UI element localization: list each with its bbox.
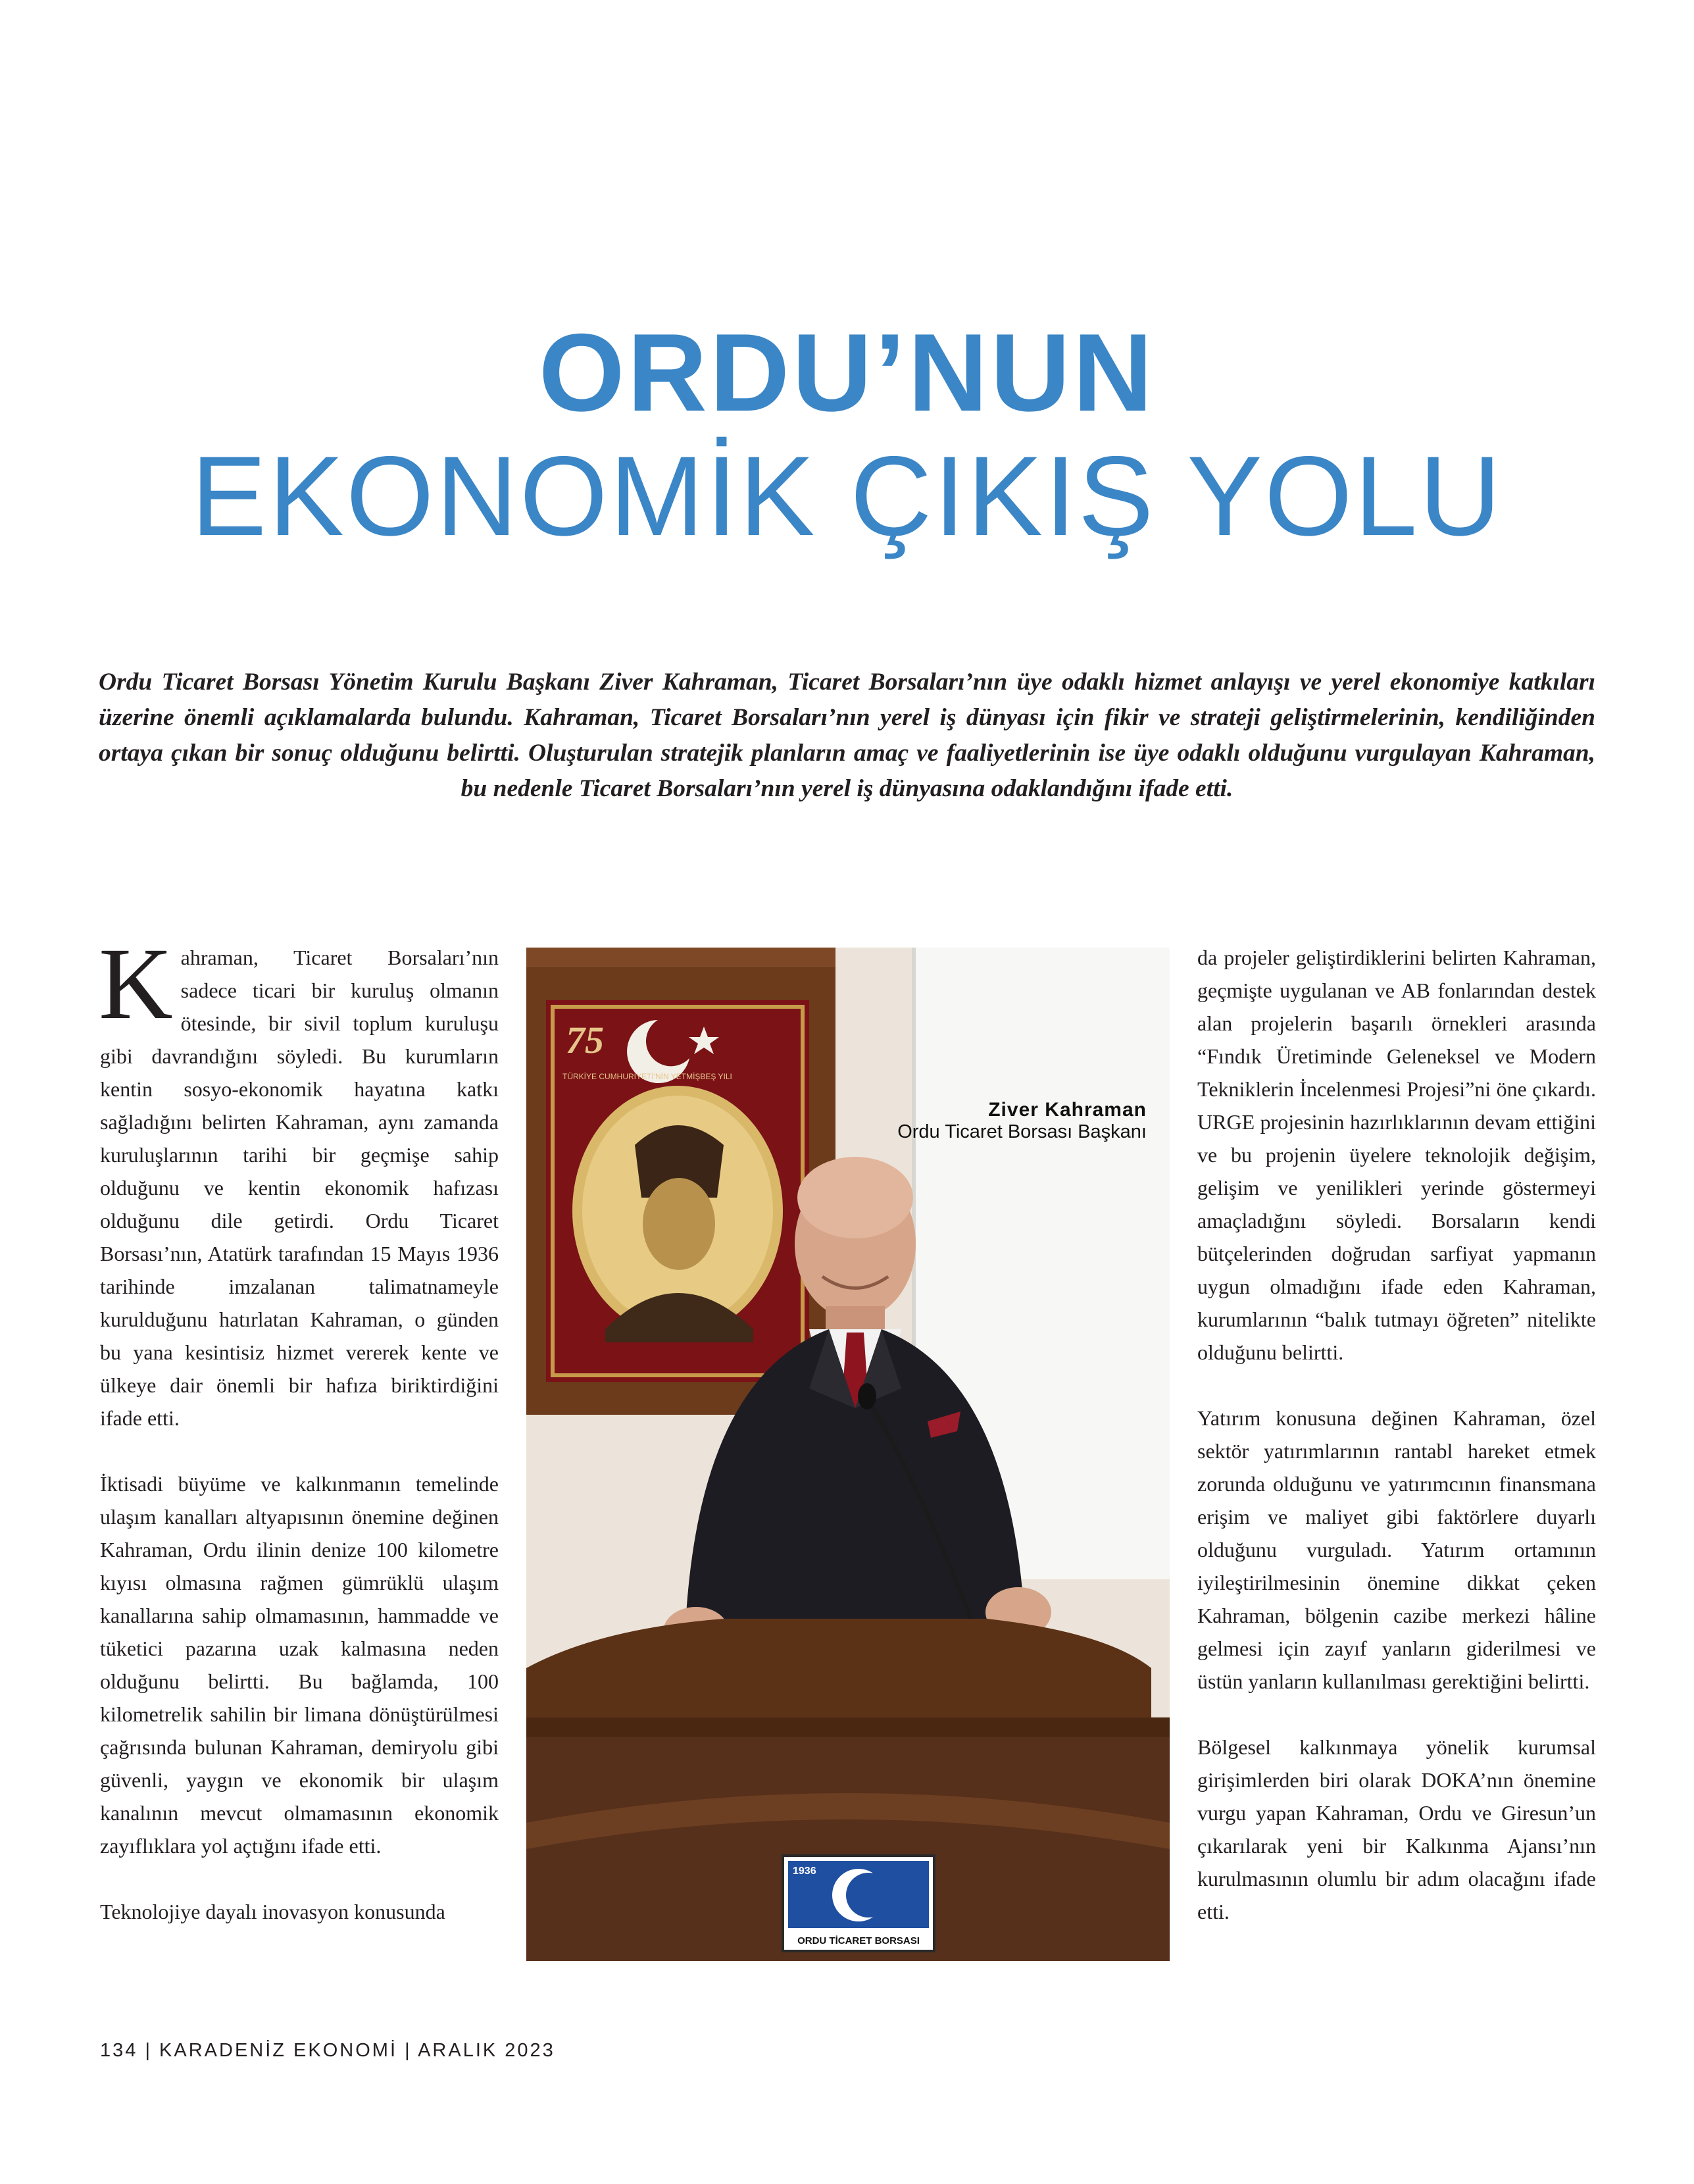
- left-paragraph-1-text: ahraman, Ticaret Borsaları’nın sadece ticari bir kuruluş olmanın ötesinde, bir sivil toplum kuruluşu gibi davrandığını söyledi. Bu kurumların kentin sosyo-ekonomik hayatına katkı sağladığını belirten Kahraman, aynı zamanda kuruluşlarının tarihi bir geçmişe sahip olduğunu ve kentin ekonomik hafızası olduğunu dile getirdi. Ordu Ticaret Borsası’nın, Atatürk tarafından 15 Mayıs 1936 tarihinde imzalanan talimatnameyle kurulduğunu hatırlatan Kahraman, o günden bu yana kesintisiz hizmet vererek kente ve ülkeye dair önemli bir hafıza biriktirdiğini ifade etti.: [100, 946, 499, 1430]
- title-line-2: EKONOMİK ÇIKIŞ YOLU: [191, 433, 1503, 559]
- left-paragraph-3: Teknolojiye dayalı inovasyon konusunda: [100, 1900, 445, 1923]
- podium-top: [526, 1619, 1151, 1727]
- right-paragraph-2: Yatırım konusuna değinen Kahraman, özel sektör yatırımlarının rantabl hareket etmek zorunda olduğunu ve yatırımcının finansmana erişim ve maliyet gibi faktörlere duyarlı olduğunu vurguladı. Yatırım ortamının iyileştirilmesinin önemine dikkat çeken Kahraman, bölgenin cazibe merkezi hâline gelmesi için zayıf yanların giderilmesi ve üstün yanların kullanılması gerektiğini belirtti.: [1197, 1406, 1596, 1693]
- title-line-1: ORDU’NUN: [538, 311, 1156, 434]
- drop-cap: K: [99, 927, 173, 1040]
- left-paragraph-1: [99, 927, 499, 1435]
- photo-caption: [897, 1099, 1147, 1143]
- page-footer: 134 | KARADENİZ EKONOMİ | ARALIK 2023: [100, 2040, 555, 2061]
- caption-role: Ordu Ticaret Borsası Başkanı: [897, 1121, 1147, 1142]
- left-column: [99, 927, 499, 1961]
- podium-logo-year: 1936: [793, 1866, 816, 1877]
- tapestry-text: TÜRKİYE CUMHURİYETİ'NİN YETMİŞBEŞ YILI: [562, 1072, 732, 1081]
- article-photo: [526, 948, 1170, 1961]
- podium-logo-text: ORDU TİCARET BORSASI: [797, 1935, 920, 1946]
- left-paragraph-2: İktisadi büyüme ve kalkınmanın temelinde ulaşım kanalları altyapısının önemine değinen Kahraman, Ordu ilinin denize 100 kilometre kıyısı olmasına rağmen gümrüklü ulaşım kanallarına sahip olmamasının, hammadde ve tüketici pazarına uzak kalmasına neden olduğunu belirtti. Bu bağlamda, 100 kilometrelik sahilin bir limana dönüştürülmesi çağrısında bulunan Kahraman, demiryolu gibi güvenli, yaygın ve ekonomik bir ulaşım kanalının mevcut olmamasının ekonomik zayıflıklara yol açtığını ifade etti.: [100, 1472, 499, 1858]
- right-paragraph-3: Bölgesel kalkınmaya yönelik kurumsal girişimlerden biri olarak DOKA’nın önemine vurgu yapan Kahraman, Ordu ve Giresun’un çıkarılarak yeni bir Kalkınma Ajansı’nın kurulmasının olumlu bir adım olacağını ifade etti.: [1197, 1735, 1596, 1923]
- right-column: [1197, 941, 1596, 1961]
- caption-name: Ziver Kahraman: [988, 1099, 1147, 1121]
- tapestry-number: 75: [566, 1019, 604, 1061]
- right-paragraph-1: da projeler geliştirdiklerini belirten Kahraman, geçmişte uygulanan ve AB fonlarından destek alan projelerin başarılı örnekleri arasında “Fındık Üretiminde Geleneksel ve Modern Tekniklerin İncelenmesi Projesi”ni öne çıkardı. URGE projesinin hazırlıklarının devam ettiğini ve bu projenin üyelere teknolojik değişim, gelişim ve yenilikleri yerinde göstermeyi amaçladığını söyledi. Borsaların kendi bütçelerinden doğrudan sarfiyat yapmanın uygun olmadığını ifade eden Kahraman, kurumlarının “balık tutmayı öğreten” nitelikte olduğunu belirtti.: [1197, 946, 1596, 1364]
- lead-paragraph: Ordu Ticaret Borsası Yönetim Kurulu Başkanı Ziver Kahraman, Ticaret Borsaları’nın üye odaklı hizmet anlayışı ve yerel ekonomiye katkıları üzerine önemli açıklamalarda bulundu. Kahraman, Ticaret Borsaları’nın yerel iş dünyası için fikir ve strateji geliştirmelerinin, kendiliğinden ortaya çıkan bir sonuç olduğunu belirtti. Oluşturulan stratejik planların amaç ve faaliyetlerinin ise üye odaklı olduğunu vurgulayan Kahraman, bu nedenle Ticaret Borsaları’nın yerel iş dünyasına odaklandığını ifade etti.: [99, 669, 1595, 802]
